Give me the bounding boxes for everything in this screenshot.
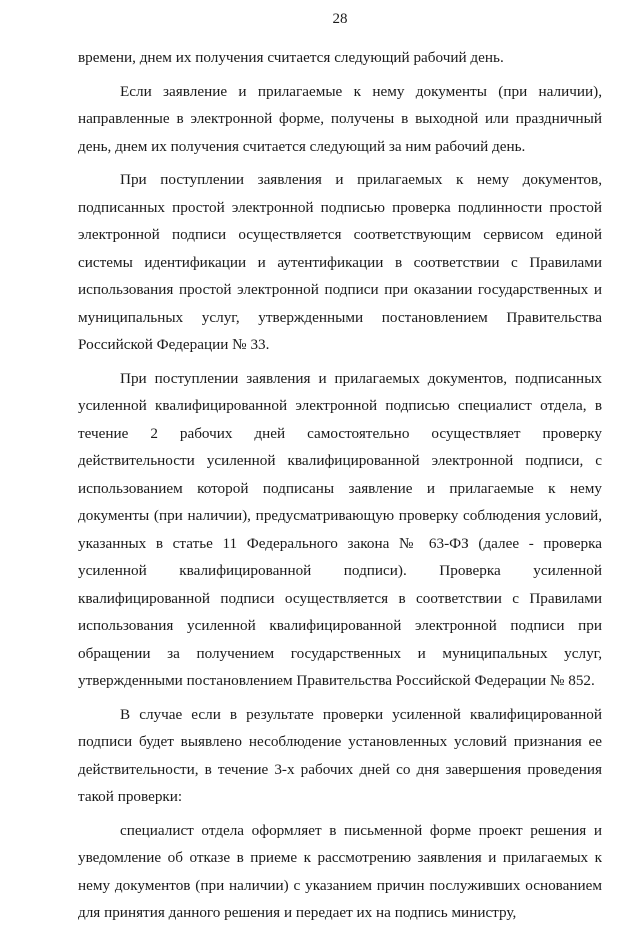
paragraph-continuation: времени, днем их получения считается следующий рабочий день. xyxy=(78,49,504,66)
paragraph-qualified-signature: При поступлении заявления и прилагаемых документов, подписанных усиленной квалифицированной электронной подписью специалист отдела, в течение 2 рабочих дней самостоятельно осуществляет проверку действительности усиленной квалифицированной электронной подписи, с использованием которой подписаны заявление и прилагаемые к нему документы (при наличии), предусматривающую проверку соблюдения условий, указанных в статье 11 Федерального закона № 63-ФЗ (далее - проверка усиленной квалифицированной подписи). Проверка усиленной квалифицированной подписи осуществляется в соответствии с Правилами использования усиленной квалифицированной электронной подписи при обращении за получением государственных и муниципальных услуг, утвержденными постановлением Правительства Российской Федерации № 852. xyxy=(78,369,602,689)
paragraph-simple-signature: При поступлении заявления и прилагаемых к нему документов, подписанных простой электронной подписью проверка подлинности простой электронной подписи осуществляется соответствующим сервисом единой системы идентификации и аутентификации в соответствии с Правилами использования простой электронной подписи при оказании государственных и муниципальных услуг, утвержденными постановлением Правительства Российской Федерации № 33. xyxy=(78,171,602,353)
paragraph-refusal-decision: специалист отдела оформляет в письменной форме проект решения и уведомление об отказе в приеме к рассмотрению заявления и прилагаемых к нему документов (при наличии) с указанием причин послуживших основанием для принятия данного решения и передает их на подпись министру, xyxy=(78,821,602,921)
document-body xyxy=(78,44,602,927)
paragraph-invalid-signature: В случае если в результате проверки усиленной квалифицированной подписи будет выявлено несоблюдение установленных условий признания ее действительности, в течение 3-х рабочих дней со дня завершения проведения такой проверки: xyxy=(78,705,602,805)
paragraph-weekend-receipt: Если заявление и прилагаемые к нему документы (при наличии), направленные в электронной форме, получены в выходной или праздничный день, днем их получения считается следующий за ним рабочий день. xyxy=(78,82,602,155)
page-number: 28 xyxy=(332,11,348,27)
